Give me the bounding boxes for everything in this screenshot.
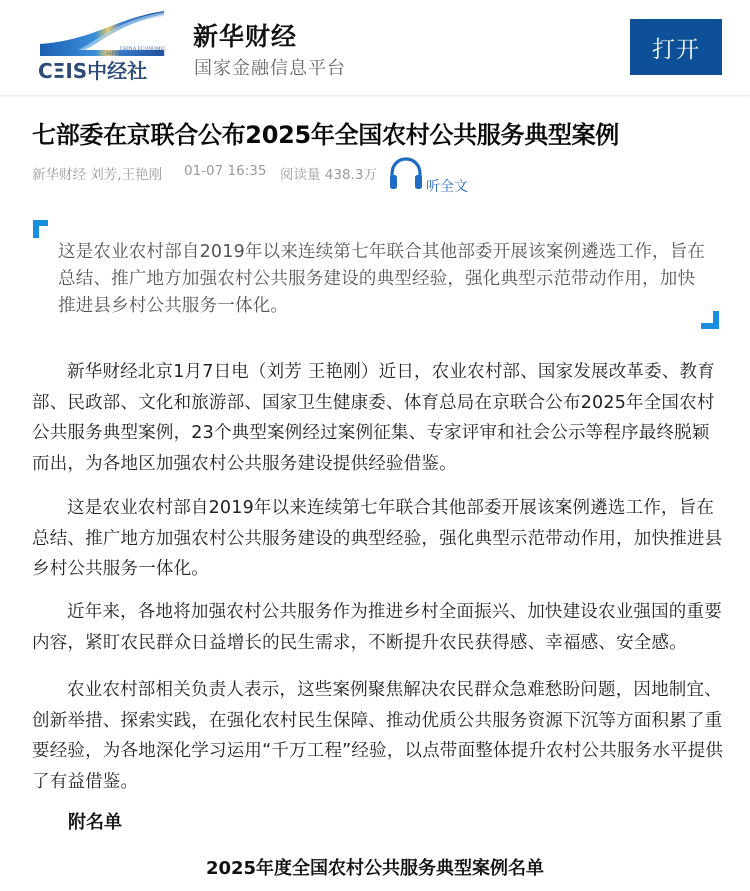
headphones-icon [388, 156, 424, 192]
brand-subtitle: 国家金融信息平台 [194, 58, 346, 79]
paragraph-3: 近年来，各地将加强农村公共服务作为推进乡村全面振兴、加快建设农业强国的重要内容，紧盯农民群众日益增长的民生需求，不断提升农民获得感、幸福感、安全感。 [32, 602, 722, 653]
read-count: 阅读量 438.3万 [280, 167, 377, 183]
summary-quote: 这是农业农村部自2019年以来连续第七年联合其他部委开展该案例遴选工作，旨在总结、推广地方加强农村公共服务建设的典型经验，强化典型示范带动作用，加快推进县乡村公共服务一体化。 [58, 242, 706, 316]
brand-title: 新华财经 [193, 22, 298, 51]
paragraph-1: 新华财经北京1月7日电（刘芳 王艳刚）近日，农业农村部、国家发展改革委、教育部、民政部、文化和旅游部、国家卫生健康委、体育总局在京联合公布2025年全国农村公共服务典型案例，23个典型案例经过案例征集、专家评审和社会公示等程序最终脱颖而出，为各地区加强农村公共服务建设提供经验借鉴。 [32, 362, 715, 474]
attachment-label: 附名单 [68, 812, 122, 833]
article-title: 七部委在京联合公布2025年全国农村公共服务典型案例 [32, 121, 619, 149]
logo-text: CΞIS中经社 [38, 59, 148, 83]
quote-open-mark-icon [33, 220, 48, 238]
listen-button[interactable] [388, 156, 478, 194]
logo-english-line2: INFORMATION SERVICE [106, 52, 166, 57]
paragraph-4: 农业农村部相关负责人表示，这些案例聚焦解决农民群众急难愁盼问题，因地制宜、创新举措、探索实践，在强化农村民生保障、推动优质公共服务资源下沉等方面积累了重要经验，为各地深化学习运用“千万工程”经验，以点带面整体提升农村公共服务水平提供了有益借鉴。 [32, 680, 724, 792]
open-app-button[interactable]: 打开 [630, 19, 722, 75]
logo-english-text [86, 47, 166, 57]
publish-time: 01-07 16:35 [184, 163, 267, 179]
listen-label: 听全文 [426, 179, 468, 195]
source-authors: 新华财经 刘芳,王艳刚 [32, 167, 163, 183]
logo-english-line1: CHINA ECONOMIC [119, 47, 166, 52]
case-list-title: 2025年度全国农村公共服务典型案例名单 [205, 858, 545, 879]
quote-close-mark-icon [701, 311, 719, 329]
ceis-logo [38, 10, 166, 82]
paragraph-2: 这是农业农村部自2019年以来连续第七年联合其他部委开展该案例遴选工作，旨在总结、推广地方加强农村公共服务建设的典型经验，强化典型示范带动作用，加快推进县乡村公共服务一体化。 [32, 498, 723, 579]
app-header [0, 0, 750, 96]
